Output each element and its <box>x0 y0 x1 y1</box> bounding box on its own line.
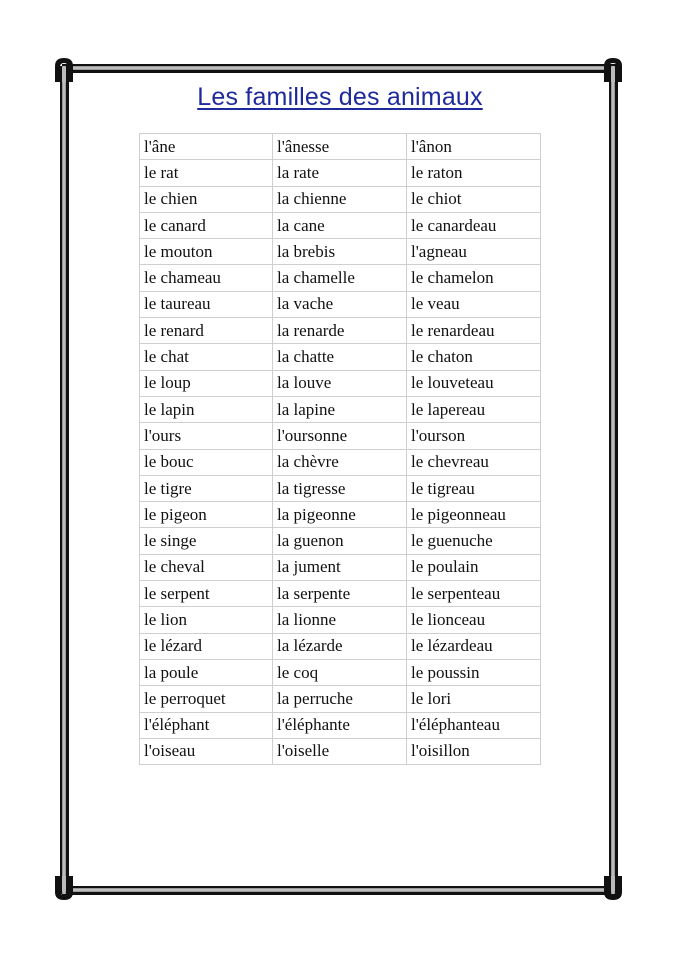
frame-corner-ornament-icon <box>53 876 75 902</box>
female-cell: la chamelle <box>273 265 407 291</box>
frame-right-border <box>609 66 618 894</box>
young-cell: l'ourson <box>407 423 541 449</box>
male-cell: le renard <box>140 318 273 344</box>
male-cell: le tigre <box>140 475 273 501</box>
table-row <box>140 396 541 422</box>
male-cell: le chameau <box>140 265 273 291</box>
female-cell: le coq <box>273 659 407 685</box>
young-cell: le raton <box>407 160 541 186</box>
female-cell: la rate <box>273 160 407 186</box>
table-row <box>140 686 541 712</box>
table-row <box>140 738 541 764</box>
male-cell: le loup <box>140 370 273 396</box>
young-cell: l'oisillon <box>407 738 541 764</box>
male-cell: l'éléphant <box>140 712 273 738</box>
female-cell: la vache <box>273 291 407 317</box>
female-cell: la chatte <box>273 344 407 370</box>
frame-top-border <box>62 64 618 73</box>
young-cell: le lionceau <box>407 607 541 633</box>
young-cell: le lori <box>407 686 541 712</box>
female-cell: la lionne <box>273 607 407 633</box>
table-row <box>140 581 541 607</box>
page-title: Les familles des animaux <box>197 83 483 111</box>
table-row <box>140 186 541 212</box>
male-cell: l'oiseau <box>140 738 273 764</box>
male-cell: le cheval <box>140 554 273 580</box>
table-row <box>140 633 541 659</box>
female-cell: la guenon <box>273 528 407 554</box>
table-row <box>140 554 541 580</box>
table-row <box>140 160 541 186</box>
frame-corner-ornament-icon <box>53 56 75 82</box>
female-cell: la brebis <box>273 239 407 265</box>
frame-corner-ornament-icon <box>602 56 624 82</box>
male-cell: le bouc <box>140 449 273 475</box>
young-cell: le chiot <box>407 186 541 212</box>
table-row <box>140 475 541 501</box>
female-cell: la serpente <box>273 581 407 607</box>
male-cell: le serpent <box>140 581 273 607</box>
table-row <box>140 712 541 738</box>
table-row <box>140 239 541 265</box>
young-cell: le lapereau <box>407 396 541 422</box>
table-body <box>140 134 541 765</box>
young-cell: l'ânon <box>407 134 541 160</box>
male-cell: le perroquet <box>140 686 273 712</box>
table-row <box>140 449 541 475</box>
female-cell: l'oursonne <box>273 423 407 449</box>
male-cell: le lion <box>140 607 273 633</box>
young-cell: le serpenteau <box>407 581 541 607</box>
young-cell: l'agneau <box>407 239 541 265</box>
male-cell: le pigeon <box>140 502 273 528</box>
young-cell: le lézardeau <box>407 633 541 659</box>
table-row <box>140 528 541 554</box>
male-cell: le mouton <box>140 239 273 265</box>
female-cell: la chèvre <box>273 449 407 475</box>
female-cell: l'oiselle <box>273 738 407 764</box>
table-row <box>140 291 541 317</box>
female-cell: la perruche <box>273 686 407 712</box>
male-cell: le lapin <box>140 396 273 422</box>
young-cell: le renardeau <box>407 318 541 344</box>
male-cell: la poule <box>140 659 273 685</box>
female-cell: la renarde <box>273 318 407 344</box>
female-cell: la tigresse <box>273 475 407 501</box>
table-row <box>140 212 541 238</box>
female-cell: l'éléphante <box>273 712 407 738</box>
female-cell: la jument <box>273 554 407 580</box>
young-cell: l'éléphanteau <box>407 712 541 738</box>
table-row <box>140 370 541 396</box>
animal-families-table <box>139 133 541 765</box>
female-cell: la chienne <box>273 186 407 212</box>
male-cell: le taureau <box>140 291 273 317</box>
table-row <box>140 607 541 633</box>
female-cell: l'ânesse <box>273 134 407 160</box>
young-cell: le chamelon <box>407 265 541 291</box>
young-cell: le poulain <box>407 554 541 580</box>
young-cell: le poussin <box>407 659 541 685</box>
female-cell: la louve <box>273 370 407 396</box>
frame-left-border <box>60 66 69 894</box>
young-cell: le tigreau <box>407 475 541 501</box>
male-cell: le chat <box>140 344 273 370</box>
frame-corner-ornament-icon <box>602 876 624 902</box>
female-cell: la pigeonne <box>273 502 407 528</box>
young-cell: le veau <box>407 291 541 317</box>
table-row <box>140 344 541 370</box>
male-cell: le lézard <box>140 633 273 659</box>
table-row <box>140 502 541 528</box>
male-cell: le singe <box>140 528 273 554</box>
young-cell: le chevreau <box>407 449 541 475</box>
female-cell: la cane <box>273 212 407 238</box>
young-cell: le guenuche <box>407 528 541 554</box>
male-cell: le canard <box>140 212 273 238</box>
female-cell: la lapine <box>273 396 407 422</box>
male-cell: l'âne <box>140 134 273 160</box>
female-cell: la lézarde <box>273 633 407 659</box>
table-row <box>140 318 541 344</box>
male-cell: le rat <box>140 160 273 186</box>
young-cell: le canardeau <box>407 212 541 238</box>
table-row <box>140 134 541 160</box>
frame-bottom-border <box>62 886 618 895</box>
young-cell: le pigeonneau <box>407 502 541 528</box>
male-cell: le chien <box>140 186 273 212</box>
male-cell: l'ours <box>140 423 273 449</box>
table-row <box>140 423 541 449</box>
table-row <box>140 265 541 291</box>
young-cell: le louveteau <box>407 370 541 396</box>
table-row <box>140 659 541 685</box>
young-cell: le chaton <box>407 344 541 370</box>
